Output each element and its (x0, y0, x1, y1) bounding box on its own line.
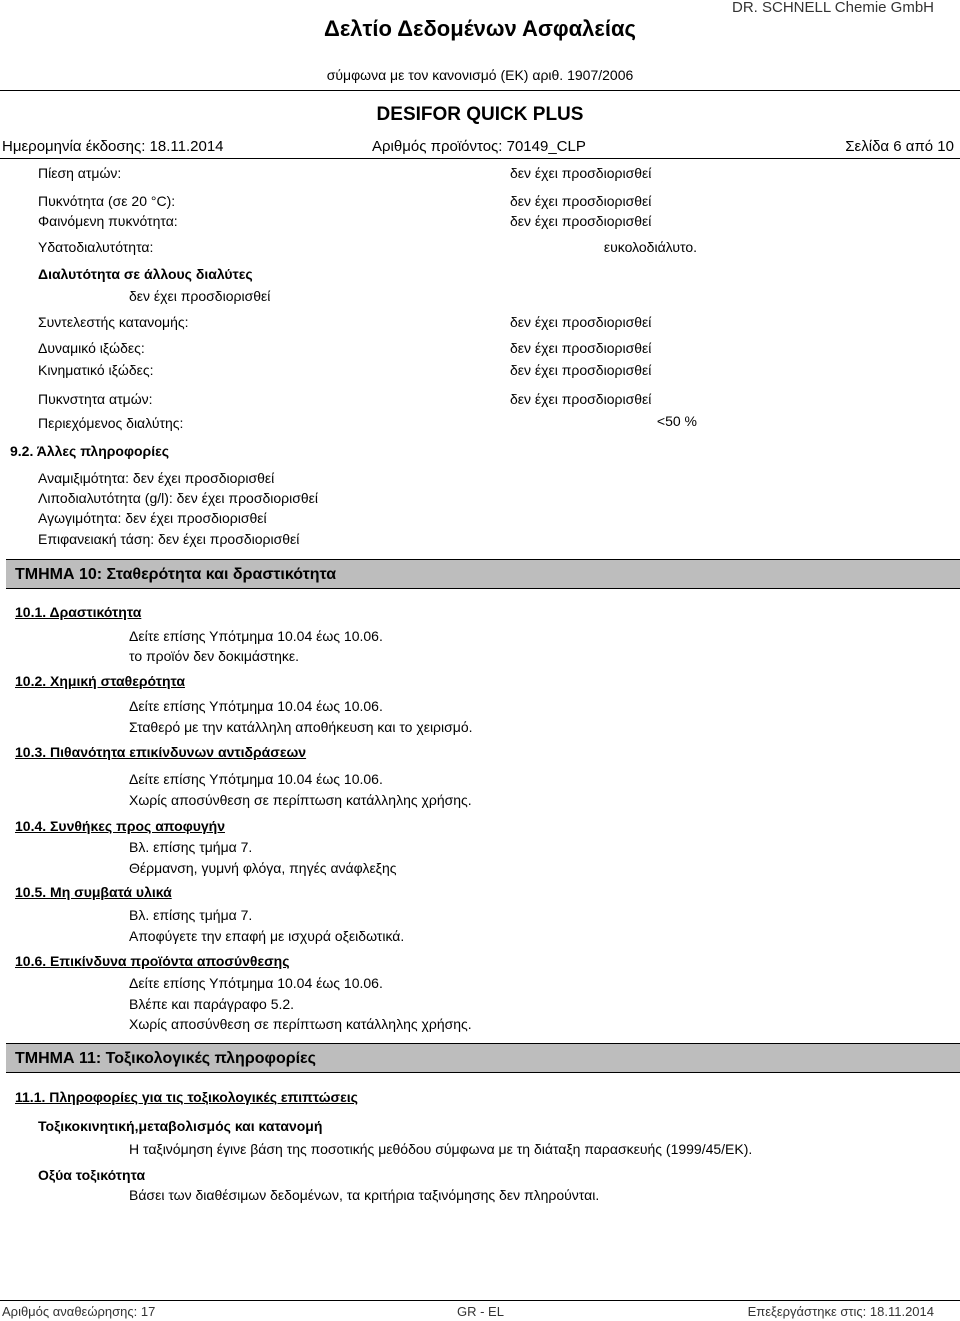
water-solubility-label: Υδατοδιαλυτότητα: (38, 239, 154, 255)
subsection-10-1-heading: 10.1. Δραστικότητα (15, 604, 142, 620)
page-number: Σελίδα 6 από 10 (845, 138, 954, 155)
footer-edited-date: Επεξεργάστηκε στις: 18.11.2014 (747, 1304, 934, 1319)
header-rule-top (0, 90, 960, 91)
section-10-title: ΤΜΗΜΑ 10: Σταθερότητα και δραστικότητα (15, 566, 337, 583)
solvent-content-label: Περιεχόμενος διαλύτης: (38, 415, 184, 431)
subsection-10-2-text: Δείτε επίσης Υπότμημα 10.04 έως 10.06. (129, 698, 383, 714)
other-info-line: Αναμιξιμότητα: δεν έχει προσδιορισθεί (38, 470, 275, 486)
issue-date: Ημερομηνία έκδοσης: 18.11.2014 (2, 138, 224, 155)
section-11-header (6, 1043, 960, 1073)
subsection-10-5-heading: 10.5. Μη συμβατά υλικά (15, 884, 172, 900)
partition-value: δεν έχει προσδιορισθεί (510, 314, 652, 330)
subsection-10-6-text: Βλέπε και παράγραφο 5.2. (129, 996, 295, 1012)
other-info-line: Λιποδιαλυτότητα (g/l): δεν έχει προσδιορισθεί (38, 490, 319, 506)
kinematic-viscosity-label: Κινηματικό ιξώδες: (38, 362, 154, 378)
dynamic-viscosity-label: Δυναμικό ιξώδες: (38, 340, 145, 356)
subsection-10-6-text: Χωρίς αποσύνθεση σε περίπτωση κατάλληλης χρήσης. (129, 1016, 472, 1032)
acute-toxicity-text: Βάσει των διαθέσιμων δεδομένων, τα κριτήρια ταξινόμησης δεν πληρούνται. (129, 1187, 600, 1203)
footer-language: GR - EL (457, 1304, 504, 1319)
bulk-density-value: δεν έχει προσδιορισθεί (510, 213, 652, 229)
subsection-10-4-text: Θέρμανση, γυμνή φλόγα, πηγές ανάφλεξης (129, 860, 397, 876)
company-name: DR. SCHNELL Chemie GmbH (732, 0, 934, 16)
vapor-density-value: δεν έχει προσδιορισθεί (510, 391, 652, 407)
product-name: DESIFOR QUICK PLUS (376, 104, 584, 125)
acute-toxicity-heading: Οξύα τοξικότητα (38, 1167, 146, 1183)
subsection-10-1-text: το προϊόν δεν δοκιμάστηκε. (129, 648, 300, 664)
partition-label: Συντελεστής κατανομής: (38, 314, 189, 330)
bulk-density-label: Φαινόμενη πυκνότητα: (38, 213, 178, 229)
subsection-10-6-heading: 10.6. Επικίνδυνα προϊόντα αποσύνθεσης (15, 953, 290, 969)
subsection-10-3-text: Δείτε επίσης Υπότμημα 10.04 έως 10.06. (129, 771, 383, 787)
subsection-10-5-text: Βλ. επίσης τμήμα 7. (129, 907, 253, 923)
other-info-line: Επιφανειακή τάση: δεν έχει προσδιορισθεί (38, 531, 300, 547)
other-info-line: Αγωγιμότητα: δεν έχει προσδιορισθεί (38, 510, 267, 526)
density-label: Πυκνότητα (σε 20 °C): (38, 193, 176, 209)
subsection-10-6-text: Δείτε επίσης Υπότμημα 10.04 έως 10.06. (129, 975, 383, 991)
footer-revision: Αριθμός αναθεώρησης: 17 (2, 1304, 156, 1319)
other-solvents-value: δεν έχει προσδιορισθεί (129, 288, 271, 304)
subsection-11-1-heading: 11.1. Πληροφορίες για τις τοξικολογικές επιπτώσεις (15, 1089, 358, 1105)
header-rule-bottom (0, 158, 960, 159)
density-value: δεν έχει προσδιορισθεί (510, 193, 652, 209)
vapor-density-label: Πυκνστητα ατμών: (38, 391, 153, 407)
subsection-10-4-heading: 10.4. Συνθήκες προς αποφυγήν (15, 818, 225, 834)
section-10-header (6, 559, 960, 589)
regulation-text: σύμφωνα με τον κανονισμό (ΕΚ) αριθ. 1907/2006 (326, 67, 634, 83)
subsection-10-1-text: Δείτε επίσης Υπότμημα 10.04 έως 10.06. (129, 628, 383, 644)
dynamic-viscosity-value: δεν έχει προσδιορισθεί (510, 340, 652, 356)
subsection-10-5-text: Αποφύγετε την επαφή με ισχυρά οξειδωτικά. (129, 928, 405, 944)
subsection-10-4-text: Βλ. επίσης τμήμα 7. (129, 839, 253, 855)
document-title: Δελτίο Δεδομένων Ασφαλείας (324, 16, 636, 41)
toxicokinetics-heading: Τοξικοκινητική,μεταβολισμός και κατανομή (38, 1118, 323, 1134)
subsection-10-2-heading: 10.2. Χημική σταθερότητα (15, 673, 185, 689)
water-solubility-value: ευκολοδιάλυτο. (603, 239, 697, 255)
subsection-10-2-text: Σταθερό με την κατάλληλη αποθήκευση και το χειρισμό. (129, 719, 473, 735)
subsection-10-3-heading: 10.3. Πιθανότητα επικίνδυνων αντιδράσεων (15, 744, 307, 760)
other-solvents-label: Διαλυτότητα σε άλλους διαλύτες (38, 266, 253, 282)
toxicokinetics-text: Η ταξινόμηση έγινε βάση της ποσοτικής μεθόδου σύμφωνα με τη διάταξη παρασκευής (1999/45/ΕΚ). (129, 1141, 753, 1157)
section-11-title: ΤΜΗΜΑ 11: Τοξικολογικές πληροφορίες (15, 1050, 316, 1067)
vapor-pressure-label: Πίεση ατμών: (38, 165, 122, 181)
solvent-content-value: <50 % (656, 413, 697, 429)
footer-rule (0, 1300, 960, 1301)
other-info-heading: 9.2. Άλλες πληροφορίες (10, 443, 170, 459)
kinematic-viscosity-value: δεν έχει προσδιορισθεί (510, 362, 652, 378)
product-number: Αριθμός προϊόντος: 70149_CLP (372, 138, 586, 155)
subsection-10-3-text: Χωρίς αποσύνθεση σε περίπτωση κατάλληλης χρήσης. (129, 792, 472, 808)
vapor-pressure-value: δεν έχει προσδιορισθεί (510, 165, 652, 181)
